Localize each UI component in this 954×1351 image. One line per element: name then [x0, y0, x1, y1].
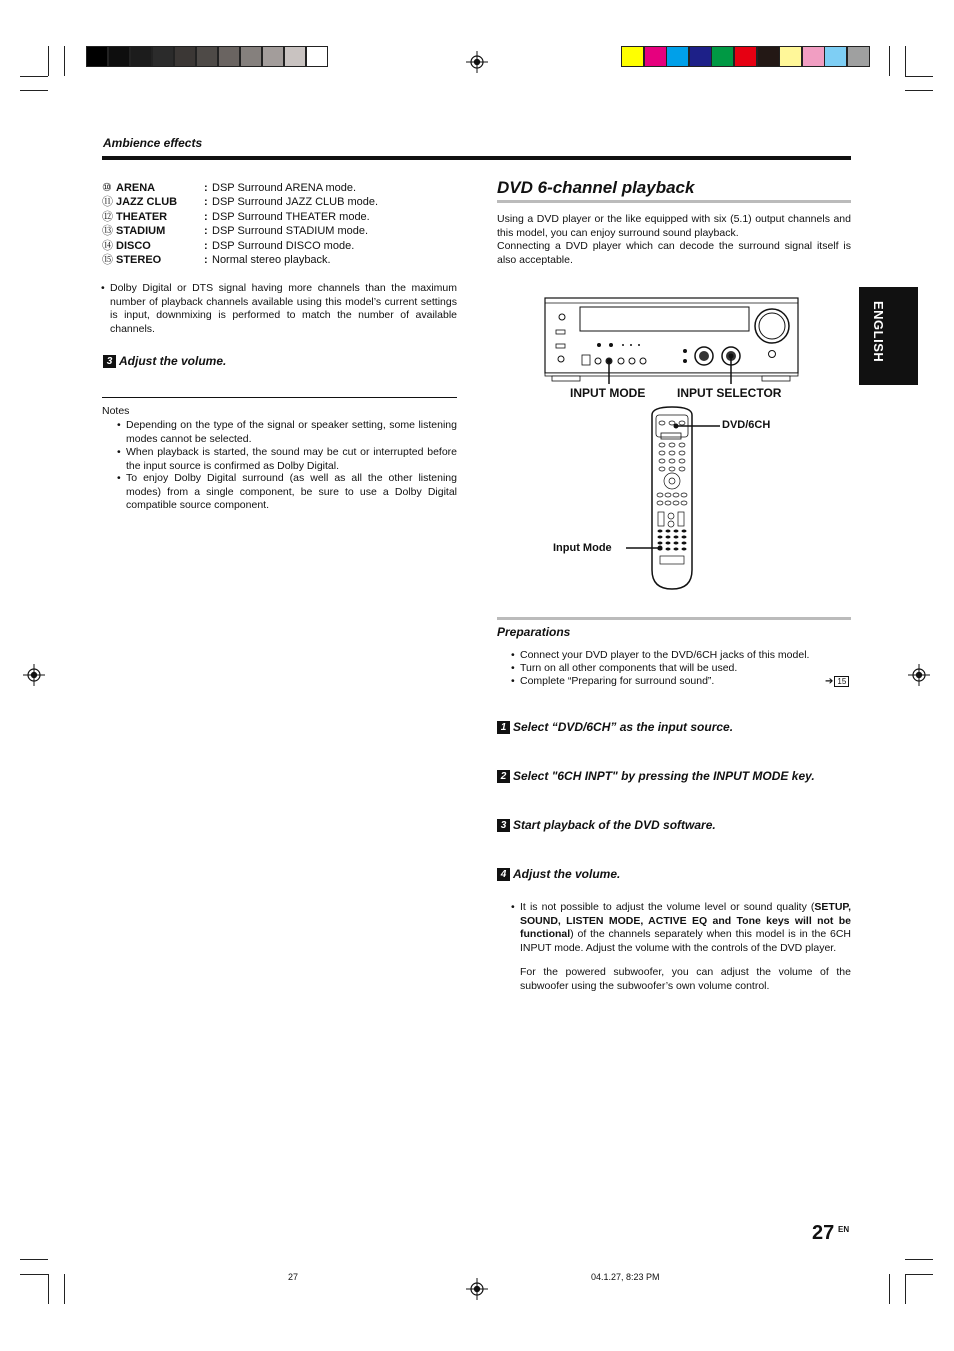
note-item: • Depending on the type of the signal or speaker setting, some listening modes cannot be selected. [126, 419, 457, 446]
mode-name: ARENA [116, 182, 156, 194]
mode-description: DSP Surround JAZZ CLUB mode. [212, 196, 379, 209]
mode-name: DISCO [116, 239, 151, 252]
language-side-tab [859, 287, 918, 385]
mode-description: Normal stereo playback. [212, 254, 331, 266]
page-number: 27 [812, 1222, 835, 1244]
registration-mark-icon [23, 664, 45, 686]
gray-swatch [130, 46, 152, 67]
remote-control-illustration [550, 405, 750, 595]
intro-paragraph-2: Connecting a DVD player which can decode the surround signal itself is also acceptable. [497, 240, 851, 266]
gray-swatch [218, 46, 240, 67]
footer-page: 27 [288, 1272, 299, 1282]
gray-swatch [306, 46, 328, 67]
color-swatch [779, 46, 802, 67]
color-swatch [666, 46, 689, 67]
page-suffix: EN [838, 1225, 850, 1234]
step-number-badge: 4 [497, 868, 510, 881]
step-2 [497, 769, 815, 784]
notes-rule [102, 397, 457, 398]
mode-number: ⑮ [102, 254, 113, 266]
subwoofer-note: For the powered subwoofer, you can adjust the volume of the subwoofer using the subwoofer’s own volume control. [520, 966, 851, 992]
intro-paragraph-1: Using a DVD player or the like equipped with six (5.1) output channels and this model, you can enjoy surround sound playback. [497, 213, 851, 239]
volume-note-bold: SETUP, SOUND, LISTEN MODE, ACTIVE EQ and Tone keys will not be functional [520, 901, 851, 940]
step-4 [497, 867, 620, 882]
registration-mark-icon [466, 51, 488, 73]
volume-note-text: ) of the channels separately when this model is in the 6CH INPUT mode. Adjust the volume with the controls of the DVD player. [520, 928, 851, 954]
mode-number: ⑬ [102, 225, 113, 238]
mode-number: ⑪ [102, 196, 113, 209]
step-label: Adjust the volume. [513, 867, 621, 881]
step-label: Select "6CH INPT" by pressing the INPUT MODE key. [513, 769, 815, 783]
color-swatch [644, 46, 667, 67]
registration-mark-icon [466, 1278, 488, 1300]
step-number-badge: 2 [497, 770, 510, 783]
mode-colon: : [204, 210, 208, 223]
gray-swatch [108, 46, 130, 67]
title-rule [497, 200, 851, 203]
step-3 [497, 818, 716, 833]
mode-row [102, 210, 370, 224]
color-swatch [734, 46, 757, 67]
mode-name: STADIUM [116, 225, 166, 238]
preparation-item: • Connect your DVD player to the DVD/6CH jacks of this model. [520, 649, 820, 663]
volume-note [520, 901, 851, 955]
mode-row [102, 224, 368, 238]
label-input-mode-remote: Input Mode [553, 542, 612, 554]
footer-timestamp: 04.1.27, 8:23 PM [591, 1272, 660, 1282]
preparation-item: • Turn on all other components that will be used. [520, 662, 820, 676]
color-swatch [824, 46, 847, 67]
step-label: Start playback of the DVD software. [513, 818, 716, 832]
page-ref-number: 15 [834, 676, 849, 687]
side-tab-label: ENGLISH [871, 301, 886, 363]
mode-row [102, 239, 354, 253]
volume-note-text: It is not possible to adjust the volume level or sound quality ( [520, 901, 815, 913]
mode-name: JAZZ CLUB [116, 196, 178, 209]
mode-number: ⑭ [102, 239, 113, 252]
left-step-3 [103, 354, 226, 369]
page-reference [825, 676, 849, 687]
color-swatch [621, 46, 644, 67]
note-item: • When playback is started, the sound may be cut or interrupted before the input source is confirmed as Dolby Digital. [126, 446, 457, 473]
label-input-mode: INPUT MODE [570, 386, 646, 400]
preparation-item: • Complete “Preparing for surround sound”. [520, 675, 820, 689]
step-label: Adjust the volume. [119, 354, 227, 368]
color-swatch [802, 46, 825, 67]
mode-colon: : [204, 239, 208, 252]
preparations-title: Preparations [497, 625, 571, 639]
step-number-badge: 3 [103, 355, 116, 368]
mode-colon: : [204, 196, 208, 209]
gray-swatch [174, 46, 196, 67]
gray-swatch [284, 46, 306, 67]
color-swatch [711, 46, 734, 67]
step-number-badge: 1 [497, 721, 510, 734]
gray-swatch [262, 46, 284, 67]
gray-swatch [196, 46, 218, 67]
mode-description: DSP Surround STADIUM mode. [212, 225, 369, 238]
mode-row [102, 195, 378, 209]
note-item: • To enjoy Dolby Digital surround (as well as all the other listening modes) from a single component, be sure to use a Dolby Digital compatible source component. [126, 472, 457, 513]
mode-name: STEREO [116, 254, 162, 266]
mode-name: THEATER [116, 210, 168, 223]
header-rule [102, 156, 851, 160]
color-swatch [689, 46, 712, 67]
section-header-ambience: Ambience effects [103, 136, 203, 150]
label-dvd-6ch: DVD/6CH [722, 419, 771, 431]
mode-description: DSP Surround DISCO mode. [212, 239, 355, 252]
arrow-right-icon: ➔ [825, 676, 834, 687]
registration-mark-icon [908, 664, 930, 686]
mode-colon: : [204, 254, 208, 266]
mode-row [102, 181, 356, 195]
mode-colon: : [204, 182, 208, 194]
mode-row [102, 253, 331, 267]
color-swatch [757, 46, 780, 67]
mode-description: DSP Surround ARENA mode. [212, 182, 357, 194]
mode-number: ⑩ [102, 182, 112, 194]
mode-description: DSP Surround THEATER mode. [212, 210, 370, 223]
step-number-badge: 3 [497, 819, 510, 832]
mode-number: ⑫ [102, 210, 113, 223]
color-swatch [847, 46, 870, 67]
notes-title: Notes [102, 405, 130, 417]
gray-swatch [152, 46, 174, 67]
gray-swatch [86, 46, 108, 67]
receiver-front-panel-illustration [540, 295, 802, 385]
mode-colon: : [204, 225, 208, 238]
dolby-downmix-note: • Dolby Digital or DTS signal having more channels than the maximum number of playback channels available using this model’s current settings is input, downmixing is performed to match the number of available channels. [110, 282, 457, 336]
step-label: Select “DVD/6CH” as the input source. [513, 720, 734, 734]
step-1 [497, 720, 733, 735]
preparations-rule [497, 617, 851, 620]
page-title: DVD 6-channel playback [497, 178, 695, 197]
gray-swatch [240, 46, 262, 67]
label-input-selector: INPUT SELECTOR [677, 386, 782, 400]
